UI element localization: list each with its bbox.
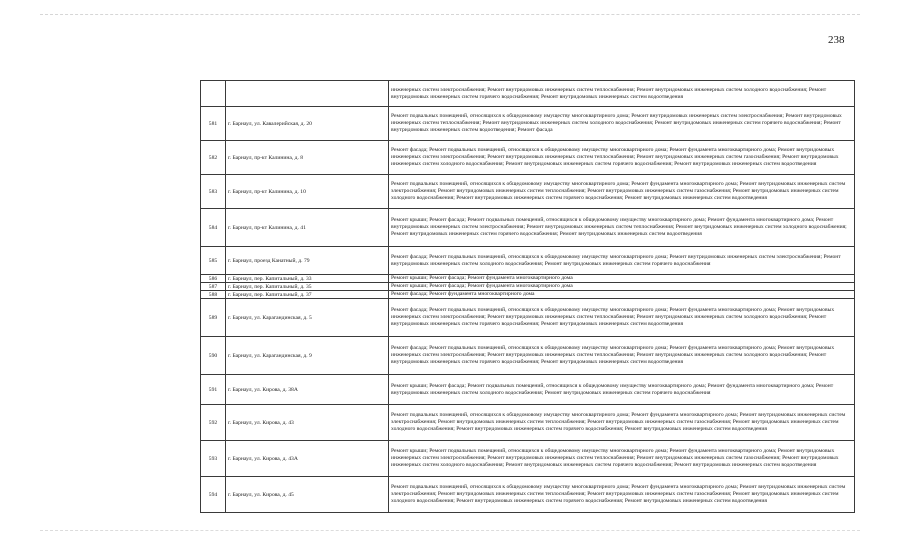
table-row — [201, 477, 855, 513]
row-address: г. Барнаул, ул. Карагандинская, д. 9 — [226, 337, 389, 375]
row-works: Ремонт подвальных помещений, относящихся к общедомовому имуществу многоквартирного дома; Ремонт фундамента многоквартирного дома; Ремонт внутридомовых инженерных систем электроснабжения; Ремонт внутридомовых инженерных систем теплоснабжения; Ремонт внутридомовых инженерных систем газоснабжения; Ремонт внутридомовых инженерных систем холодного водоснабжения; Ремонт внутридомовых инженерных систем горячего водоснабжения; Ремонт внутридомовых инженерных систем водоотведения — [389, 405, 855, 441]
row-number: 587 — [201, 283, 226, 291]
row-works: Ремонт фасада; Ремонт фундамента многоквартирного дома — [389, 291, 855, 299]
row-works: Ремонт крыши; Ремонт фасада; Ремонт фундамента многоквартирного дома — [389, 283, 855, 291]
row-works: Ремонт подвальных помещений, относящихся к общедомовому имуществу многоквартирного дома; Ремонт фундамента многоквартирного дома; Ремонт внутридомовых инженерных систем электроснабжения; Ремонт внутридомовых инженерных систем теплоснабжения; Ремонт внутридомовых инженерных систем газоснабжения; Ремонт внутридомовых инженерных систем холодного водоснабжения; Ремонт внутридомовых инженерных систем горячего водоснабжения; Ремонт внутридомовых инженерных систем водоотведения — [389, 477, 855, 513]
row-address: г. Барнаул, ул. Кирова, д. 38А — [226, 375, 389, 405]
row-address: г. Барнаул, пр-кт Калинина, д. 8 — [226, 141, 389, 175]
row-address: г. Барнаул, пр-кт Калинина, д. 41 — [226, 209, 389, 247]
row-address: г. Барнаул, ул. Карагандинская, д. 5 — [226, 299, 389, 337]
row-address: г. Барнаул, проезд Канатный, д. 79 — [226, 247, 389, 275]
row-number: 594 — [201, 477, 226, 513]
row-works: Ремонт фасада; Ремонт подвальных помещений, относящихся к общедомовому имуществу многоквартирного дома; Ремонт внутридомовых инженерных систем электроснабжения; Ремонт внутридомовых инженерных систем холодного водоснабжения; Ремонт внутридомовых инженерных систем горячего водоснабжения — [389, 247, 855, 275]
table-row — [201, 107, 855, 141]
row-works: Ремонт фасада; Ремонт подвальных помещений, относящихся к общедомовому имуществу многоквартирного дома; Ремонт фундамента многоквартирного дома; Ремонт внутридомовых инженерных систем электроснабжения; Ремонт внутридомовых инженерных систем теплоснабжения; Ремонт внутридомовых инженерных систем газоснабжения; Ремонт внутридомовых инженерных систем холодного водоснабжения; Ремонт внутридомовых инженерных систем горячего водоснабжения; Ремонт внутридомовых инженерных систем водоотведения — [389, 141, 855, 175]
row-number: 593 — [201, 441, 226, 477]
row-address: г. Барнаул, ул. Кавалерийская, д. 20 — [226, 107, 389, 141]
row-address: г. Барнаул, ул. Кирова, д. 43А — [226, 441, 389, 477]
scan-bottom-edge — [40, 530, 860, 531]
row-address: г. Барнаул, пр-кт Калинина, д. 10 — [226, 175, 389, 209]
row-works: Ремонт фасада; Ремонт подвальных помещений, относящихся к общедомовому имуществу многоквартирного дома; Ремонт фундамента многоквартирного дома; Ремонт внутридомовых инженерных систем электроснабжения; Ремонт внутридомовых инженерных систем теплоснабжения; Ремонт внутридомовых инженерных систем холодного водоснабжения; Ремонт внутридомовых инженерных систем горячего водоснабжения; Ремонт внутридомовых инженерных систем водоотведения — [389, 337, 855, 375]
row-number: 584 — [201, 209, 226, 247]
row-number — [201, 81, 226, 107]
row-works: Ремонт фасада; Ремонт подвальных помещений, относящихся к общедомовому имуществу многоквартирного дома; Ремонт фундамента многоквартирного дома; Ремонт внутридомовых инженерных систем электроснабжения; Ремонт внутридомовых инженерных систем теплоснабжения; Ремонт внутридомовых инженерных систем холодного водоснабжения; Ремонт внутридомовых инженерных систем горячего водоснабжения; Ремонт внутридомовых инженерных систем водоотведения — [389, 299, 855, 337]
row-works: Ремонт подвальных помещений, относящихся к общедомовому имуществу многоквартирного дома; Ремонт внутридомовых инженерных систем электроснабжения; Ремонт внутридомовых инженерных систем теплоснабжения; Ремонт внутридомовых инженерных систем холодного водоснабжения; Ремонт внутридомовых инженерных систем горячего водоснабжения; Ремонт внутридомовых инженерных систем водоотведения; Ремонт фасада — [389, 107, 855, 141]
table-row — [201, 441, 855, 477]
table-row — [201, 247, 855, 275]
table-row — [201, 291, 855, 299]
row-works: Ремонт подвальных помещений, относящихся к общедомовому имуществу многоквартирного дома; Ремонт фундамента многоквартирного дома; Ремонт внутридомовых инженерных систем электроснабжения; Ремонт внутридомовых инженерных систем теплоснабжения; Ремонт внутридомовых инженерных систем газоснабжения; Ремонт внутридомовых инженерных систем холодного водоснабжения; Ремонт внутридомовых инженерных систем горячего водоснабжения; Ремонт внутридомовых инженерных систем водоотведения — [389, 175, 855, 209]
row-number: 582 — [201, 141, 226, 175]
row-works: инженерных систем электроснабжения; Ремонт внутридомовых инженерных систем теплоснабжения; Ремонт внутридомовых инженерных систем холодного водоснабжения; Ремонт внутридомовых инженерных систем горячего водоснабжения; Ремонт внутридомовых инженерных систем водоотведения — [389, 81, 855, 107]
table-row — [201, 209, 855, 247]
row-address: г. Барнаул, пер. Капитальный, д. 33 — [226, 275, 389, 283]
table-row — [201, 405, 855, 441]
table-row — [201, 375, 855, 405]
row-number: 590 — [201, 337, 226, 375]
row-address: г. Барнаул, ул. Кирова, д. 45 — [226, 477, 389, 513]
table-row — [201, 299, 855, 337]
row-number: 585 — [201, 247, 226, 275]
row-works: Ремонт крыши; Ремонт фасада; Ремонт подвальных помещений, относящихся к общедомовому имуществу многоквартирного дома; Ремонт фундамента многоквартирного дома; Ремонт внутридомовых инженерных систем электроснабжения; Ремонт внутридомовых инженерных систем теплоснабжения; Ремонт внутридомовых инженерных систем холодного водоснабжения; Ремонт внутридомовых инженерных систем горячего водоснабжения; Ремонт внутридомовых инженерных систем водоотведения — [389, 209, 855, 247]
row-address: г. Барнаул, пер. Капитальный, д. 35 — [226, 283, 389, 291]
row-works: Ремонт крыши; Ремонт фасада; Ремонт подвальных помещений, относящихся к общедомовому имуществу многоквартирного дома; Ремонт фундамента многоквартирного дома; Ремонт внутридомовых инженерных систем холодного водоснабжения; Ремонт внутридомовых инженерных систем горячего водоснабжения — [389, 375, 855, 405]
row-address — [226, 81, 389, 107]
row-number: 591 — [201, 375, 226, 405]
table-row — [201, 175, 855, 209]
page-number: 238 — [828, 34, 845, 46]
table-row — [201, 283, 855, 291]
table-row — [201, 275, 855, 283]
row-address: г. Барнаул, пер. Капитальный, д. 37 — [226, 291, 389, 299]
row-number: 586 — [201, 275, 226, 283]
repair-works-table — [200, 80, 855, 513]
row-works: Ремонт крыши; Ремонт фасада; Ремонт фундамента многоквартирного дома — [389, 275, 855, 283]
row-number: 588 — [201, 291, 226, 299]
row-address: г. Барнаул, ул. Кирова, д. 43 — [226, 405, 389, 441]
table-body — [201, 81, 855, 513]
row-works: Ремонт крыши; Ремонт подвальных помещений, относящихся к общедомовому имуществу многоквартирного дома; Ремонт фундамента многоквартирного дома; Ремонт внутридомовых инженерных систем электроснабжения; Ремонт внутридомовых инженерных систем теплоснабжения; Ремонт внутридомовых инженерных систем газоснабжения; Ремонт внутридомовых инженерных систем холодного водоснабжения; Ремонт внутридомовых инженерных систем горячего водоснабжения; Ремонт внутридомовых инженерных систем водоотведения — [389, 441, 855, 477]
row-number: 581 — [201, 107, 226, 141]
row-number: 592 — [201, 405, 226, 441]
table-row — [201, 337, 855, 375]
row-number: 583 — [201, 175, 226, 209]
table-row — [201, 141, 855, 175]
scan-top-edge — [40, 14, 860, 15]
row-number: 589 — [201, 299, 226, 337]
table-row — [201, 81, 855, 107]
